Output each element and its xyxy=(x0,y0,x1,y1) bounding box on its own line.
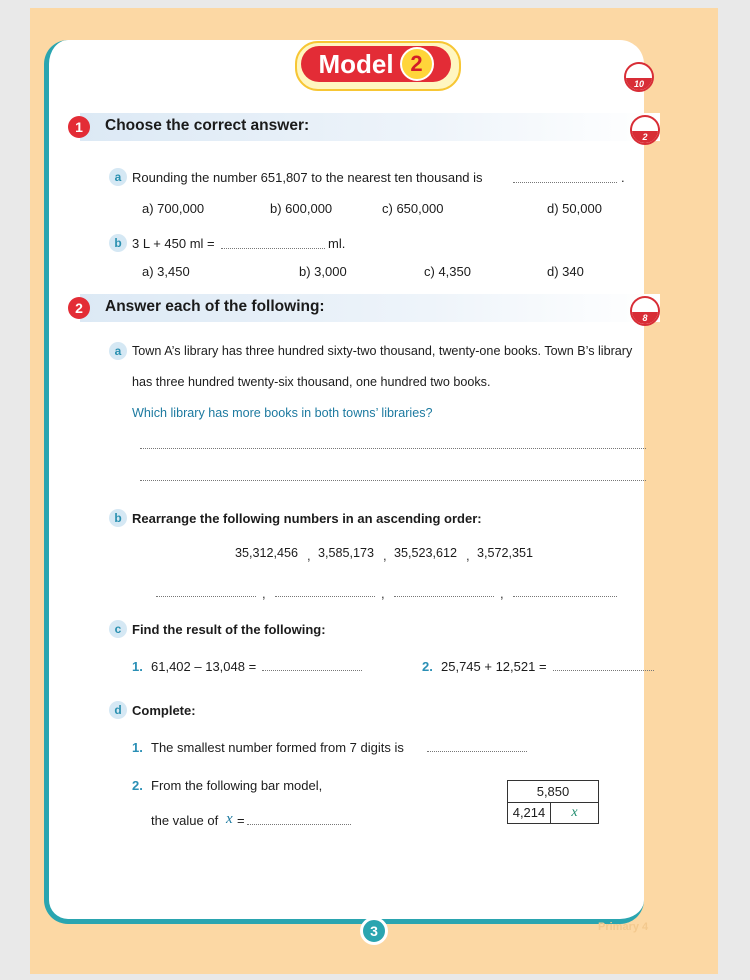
model-badge-inner xyxy=(301,46,451,82)
s1-qa-end: . xyxy=(621,170,625,185)
s2-qb-blank-3[interactable] xyxy=(394,596,494,597)
model-number: 2 xyxy=(400,47,434,81)
section2-score-value: 8 xyxy=(632,312,658,324)
s1-qb-text: 3 L + 450 ml = xyxy=(132,236,215,251)
section1-number: 1 xyxy=(68,116,90,138)
s2-qd-equals: = xyxy=(237,813,245,828)
s2-qd-item2-num: 2. xyxy=(132,778,143,793)
s2-qb-number-3: 35,523,612 xyxy=(394,546,458,560)
s2-qb-blank-4[interactable] xyxy=(513,596,617,597)
s2-qa-letter: a xyxy=(109,342,127,360)
s2-qb-blank-sep-1: , xyxy=(262,586,266,601)
s2-qa-answer-line-2[interactable] xyxy=(140,480,646,481)
s2-qd-letter: d xyxy=(109,701,127,719)
s1-qb-answer-blank[interactable] xyxy=(221,248,325,249)
model-badge xyxy=(295,41,461,91)
page-number: 3 xyxy=(360,917,388,945)
s2-qb-sep-1: , xyxy=(307,548,311,563)
bar-model-part: 4,214 xyxy=(508,803,551,823)
bar-model-total: 5,850 xyxy=(508,781,598,803)
s2-qd-item2-text: From the following bar model, xyxy=(151,778,323,793)
s1-qb-letter: b xyxy=(109,234,127,252)
bar-model-unknown: x xyxy=(571,805,578,820)
section1-title: Choose the correct answer: xyxy=(105,117,310,134)
s2-qb-sep-2: , xyxy=(383,548,387,563)
s2-qa-question: Which library has more books in both towns’ libraries? xyxy=(132,406,433,420)
s2-qd-item2-value-label: the value of xyxy=(151,813,219,828)
section1-score-value: 2 xyxy=(632,131,658,143)
section2-score-badge xyxy=(630,296,660,326)
s2-qb-number-2: 3,585,173 xyxy=(318,546,375,560)
s2-qd-variable: x xyxy=(226,811,233,827)
section1-score-badge xyxy=(630,115,660,145)
section2-number: 2 xyxy=(68,297,90,319)
s2-qd-item1-text: The smallest number formed from 7 digits is xyxy=(151,740,404,755)
s1-qa-text: Rounding the number 651,807 to the nearest ten thousand is xyxy=(132,170,483,185)
s2-qb-number-4: 3,572,351 xyxy=(477,546,534,560)
s2-qb-blank-1[interactable] xyxy=(156,596,256,597)
s2-qd-item1-blank[interactable] xyxy=(427,751,527,752)
s2-qa-line1: Town A’s library has three hundred sixty-two thousand, twenty-one books. Town B’s library xyxy=(132,344,633,358)
s1-qa-option-c[interactable]: c) 650,000 xyxy=(382,201,444,216)
s2-qa-line2: has three hundred twenty-six thousand, one hundred two books. xyxy=(132,375,491,389)
s1-qb-end: ml. xyxy=(328,236,346,251)
s1-qa-letter: a xyxy=(109,168,127,186)
section2-title: Answer each of the following: xyxy=(105,298,325,315)
s1-qb-option-c[interactable]: c) 4,350 xyxy=(424,264,471,279)
s1-qa-option-b[interactable]: b) 600,000 xyxy=(270,201,333,216)
s1-qa-option-d[interactable]: d) 50,000 xyxy=(547,201,602,216)
s2-qc-title: Find the result of the following: xyxy=(132,622,326,637)
s2-qc-item1-blank[interactable] xyxy=(262,670,362,671)
s2-qc-letter: c xyxy=(109,620,127,638)
s2-qd-item2-blank[interactable] xyxy=(247,824,351,825)
s2-qb-blank-2[interactable] xyxy=(275,596,375,597)
s1-qa-answer-blank[interactable] xyxy=(513,182,617,183)
s2-qd-item1-num: 1. xyxy=(132,740,143,755)
s2-qb-number-1: 35,312,456 xyxy=(235,546,299,560)
s1-qa-option-a[interactable]: a) 700,000 xyxy=(142,201,205,216)
s1-qb-option-b[interactable]: b) 3,000 xyxy=(299,264,347,279)
s2-qa-answer-line-1[interactable] xyxy=(140,448,646,449)
bar-model xyxy=(507,780,599,824)
s2-qc-item1-num: 1. xyxy=(132,659,143,674)
total-score-badge xyxy=(624,62,654,92)
s2-qb-blank-sep-2: , xyxy=(381,586,385,601)
s2-qb-title: Rearrange the following numbers in an ascending order: xyxy=(132,511,482,526)
s1-qb-option-d[interactable]: d) 340 xyxy=(547,264,584,279)
s2-qc-item1-expr: 61,402 – 13,048 = xyxy=(151,659,257,674)
total-score-value: 10 xyxy=(626,78,652,90)
s2-qc-item2-expr: 25,745 + 12,521 = xyxy=(441,659,547,674)
s2-qc-item2-num: 2. xyxy=(422,659,433,674)
s2-qd-title: Complete: xyxy=(132,703,196,718)
s1-qb-option-a[interactable]: a) 3,450 xyxy=(142,264,190,279)
s2-qc-item2-blank[interactable] xyxy=(553,670,654,671)
s2-qb-sep-3: , xyxy=(466,548,470,563)
s2-qb-blank-sep-3: , xyxy=(500,586,504,601)
s2-qb-letter: b xyxy=(109,509,127,527)
model-label: Model xyxy=(318,48,394,79)
grade-label: Primary 4 xyxy=(598,921,649,933)
